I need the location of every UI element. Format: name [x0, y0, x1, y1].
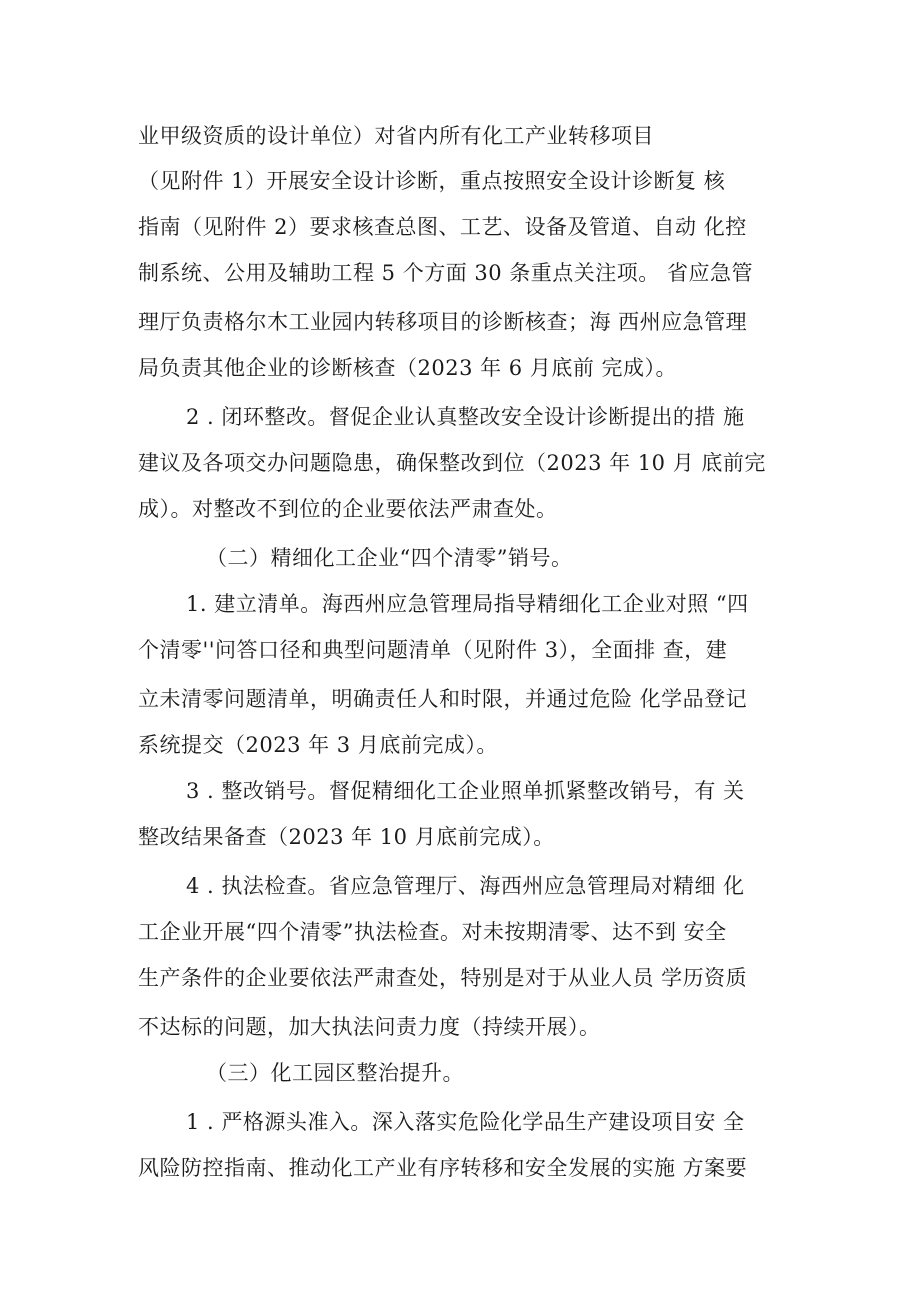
section-heading: （二）精细化工企业“四个清零”销号。 — [206, 546, 573, 570]
text-line: 2 . 闭环整改。督促企业认真整改安全设计诊断提出的措 施 — [186, 405, 745, 429]
text-line: 工企业开展“四个清零”执法检查。对未按期清零、达不到 安全 — [138, 920, 727, 944]
text-line: 1. 建立清单。海西州应急管理局指导精细化工企业对照 “四 — [186, 592, 749, 616]
text-line: 业甲级资质的设计单位）对省内所有化工产业转移项目 — [138, 124, 654, 148]
text-line: 立未清零问题清单，明确责任人和时限，并通过危险 化学品登记 — [138, 687, 748, 711]
text-line: 局负责其他企业的诊断核查（2023 年 6 月底前 完成）。 — [138, 356, 678, 380]
text-line: 系统提交（2023 年 3 月底前完成）。 — [138, 733, 498, 757]
text-line: 制系统、公用及辅助工程 5 个方面 30 条重点关注项。 省应急管 — [138, 261, 753, 285]
text-line: 不达标的问题，加大执法问责力度（持续开展）。 — [138, 1015, 601, 1039]
text-line: 建议及各项交办问题隐患，确保整改到位（2023 年 10 月 底前完 — [138, 451, 766, 475]
text-line: 风险防控指南、推动化工产业有序转移和安全发展的实施 方案要 — [138, 1156, 748, 1180]
text-line: 成）。对整改不到位的企业要依法严肃查处。 — [138, 497, 558, 521]
text-line: 3 . 整改销号。督促精细化工企业照单抓紧整改销号，有 关 — [186, 779, 745, 803]
text-line: 指南（见附件 2）要求核查总图、工艺、设备及管道、自动 化控 — [138, 215, 747, 239]
section-heading: （三）化工园区整治提升。 — [206, 1061, 464, 1085]
text-line: （见附件 1）开展安全设计诊断，重点按照安全设计诊断复 核 — [138, 169, 726, 193]
text-line: 整改结果备查（2023 年 10 月底前完成）。 — [138, 825, 555, 849]
text-line: 理厅负责格尔木工业园内转移项目的诊断核查；海 西州应急管理 — [138, 310, 748, 334]
text-line: 个清零''问答口径和典型问题清单（见附件 3），全面排 查，建 — [138, 638, 728, 662]
text-line: 4 . 执法检查。省应急管理厅、海西州应急管理局对精细 化 — [186, 874, 745, 898]
text-line: 生产条件的企业要依法严肃查处，特别是对于从业人员 学历资质 — [138, 966, 748, 990]
text-line: 1 . 严格源头准入。深入落实危险化学品生产建设项目安 全 — [186, 1110, 745, 1134]
